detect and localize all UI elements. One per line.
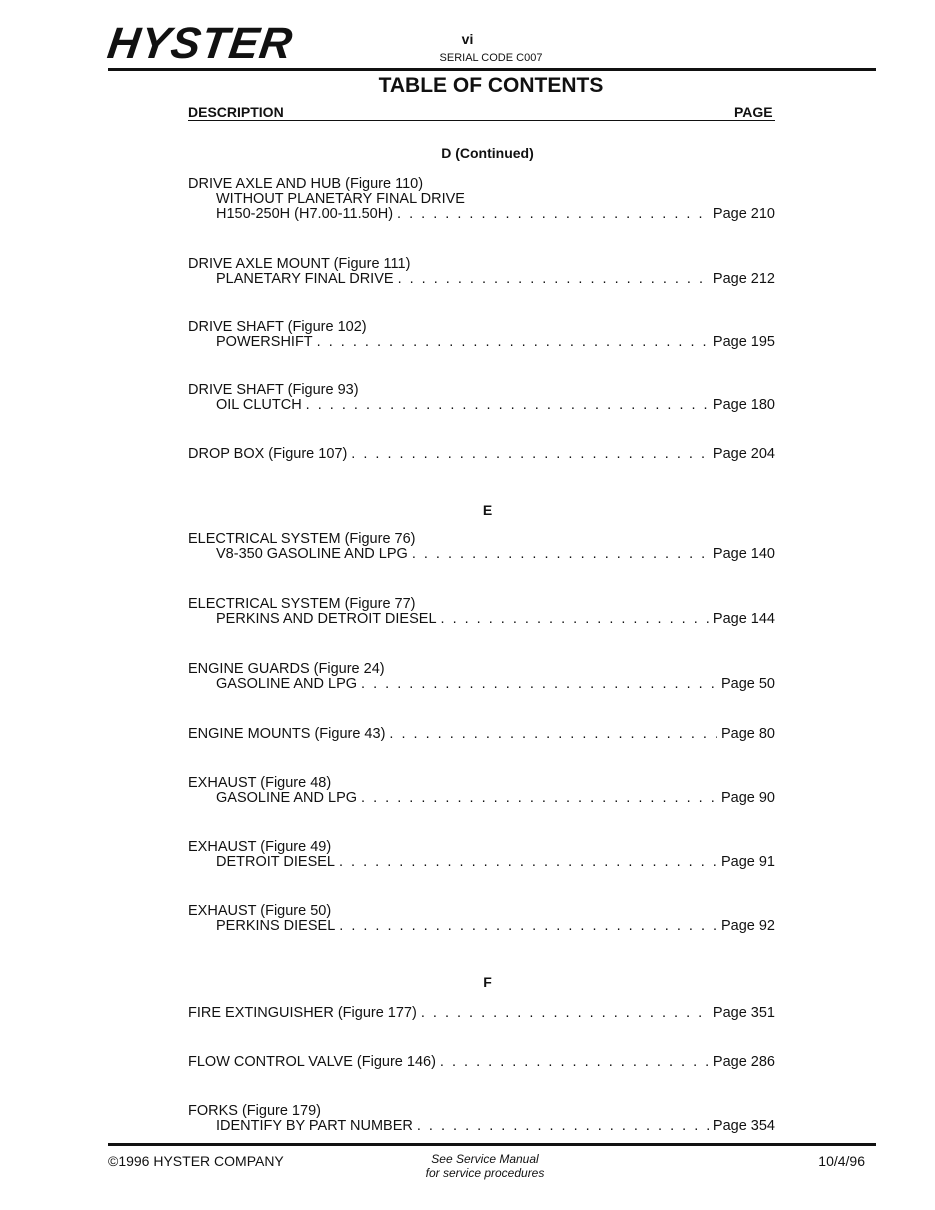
toc-entry[interactable] <box>188 1055 775 1070</box>
entry-subtitle: PLANETARY FINAL DRIVE <box>216 271 394 287</box>
footer-note <box>0 1152 935 1180</box>
entry-subtitle: IDENTIFY BY PART NUMBER <box>216 1118 413 1134</box>
entry-page: Page 80 <box>720 726 775 742</box>
footer-copyright: ©1996 HYSTER COMPANY <box>108 1153 284 1169</box>
hyster-logo: HYSTER <box>104 19 296 68</box>
entry-subtitle: GASOLINE AND LPG <box>216 790 358 806</box>
toc-entry[interactable] <box>188 1006 775 1021</box>
header-rule <box>108 68 876 71</box>
entry-subtitle: POWERSHIFT <box>216 334 313 350</box>
dot-leader <box>389 727 717 742</box>
entry-page: Page 91 <box>720 854 775 870</box>
entry-title: ELECTRICAL SYSTEM (Figure 76) <box>188 531 416 547</box>
toc-entry[interactable] <box>188 904 775 934</box>
toc-entry[interactable] <box>188 177 775 222</box>
entry-title: DRIVE SHAFT (Figure 102) <box>188 319 367 335</box>
toc-entry[interactable] <box>188 320 775 350</box>
entry-page: Page 90 <box>720 790 775 806</box>
dot-leader <box>306 398 709 413</box>
entry-page: Page 204 <box>712 446 775 462</box>
dot-leader <box>441 612 709 627</box>
entry-title: EXHAUST (Figure 50) <box>188 903 332 919</box>
entry-subtitle: OIL CLUTCH <box>216 397 302 413</box>
entry-page: Page 351 <box>712 1005 775 1021</box>
column-header-rule <box>188 120 775 121</box>
dot-leader <box>339 919 717 934</box>
page-number: vi <box>461 31 474 47</box>
entry-title: EXHAUST (Figure 49) <box>188 839 332 855</box>
entry-page: Page 50 <box>720 676 775 692</box>
page-title: TABLE OF CONTENTS <box>378 74 604 97</box>
entry-subtitle: GASOLINE AND LPG <box>216 676 358 692</box>
dot-leader <box>412 547 709 562</box>
toc-entry[interactable] <box>188 840 775 870</box>
column-header-description: DESCRIPTION <box>188 104 284 120</box>
dot-leader <box>421 1006 709 1021</box>
entry-page: Page 180 <box>712 397 775 413</box>
entry-title: FIRE EXTINGUISHER (Figure 177) <box>188 1005 417 1021</box>
entry-subtitle: PERKINS AND DETROIT DIESEL <box>216 611 437 627</box>
dot-leader <box>339 855 717 870</box>
dot-leader <box>397 207 709 222</box>
entry-page: Page 144 <box>712 611 775 627</box>
entry-page: Page 210 <box>712 206 775 222</box>
toc-entry[interactable] <box>188 257 775 287</box>
toc-entry[interactable] <box>188 383 775 413</box>
entry-title: DRIVE AXLE MOUNT (Figure 111) <box>188 256 411 272</box>
entry-page: Page 140 <box>712 546 775 562</box>
toc-entry[interactable] <box>188 1104 775 1134</box>
toc-entry[interactable] <box>188 662 775 692</box>
footer-note-line1: See Service Manual <box>431 1152 539 1166</box>
dot-leader <box>361 677 717 692</box>
entry-title: ENGINE MOUNTS (Figure 43) <box>188 726 386 742</box>
entry-page: Page 286 <box>712 1054 775 1070</box>
footer-date: 10/4/96 <box>818 1153 865 1169</box>
section-heading-e: E <box>482 502 493 518</box>
toc-entry[interactable] <box>188 597 775 627</box>
entry-page: Page 212 <box>712 271 775 287</box>
dot-leader <box>398 272 709 287</box>
footer-rule <box>108 1143 876 1146</box>
entry-title: ELECTRICAL SYSTEM (Figure 77) <box>188 596 416 612</box>
entry-title: EXHAUST (Figure 48) <box>188 775 332 791</box>
entry-title: FLOW CONTROL VALVE (Figure 146) <box>188 1054 436 1070</box>
toc-entry[interactable] <box>188 447 775 462</box>
entry-subtitle: WITHOUT PLANETARY FINAL DRIVE <box>216 191 465 207</box>
section-heading-d: D (Continued) <box>441 145 534 161</box>
column-header-page: PAGE <box>734 104 773 120</box>
toc-entry[interactable] <box>188 776 775 806</box>
dot-leader <box>361 791 717 806</box>
dot-leader <box>417 1119 709 1134</box>
dot-leader <box>317 335 709 350</box>
footer-note-line2: for service procedures <box>425 1166 545 1180</box>
entry-title: FORKS (Figure 179) <box>188 1103 321 1119</box>
entry-title: DRIVE AXLE AND HUB (Figure 110) <box>188 176 424 192</box>
toc-entry[interactable] <box>188 532 775 562</box>
dot-leader <box>440 1055 709 1070</box>
entry-page: Page 92 <box>720 918 775 934</box>
entry-subtitle: H150-250H (H7.00-11.50H) <box>216 206 394 222</box>
toc-entry[interactable] <box>188 727 775 742</box>
entry-page: Page 354 <box>712 1118 775 1134</box>
entry-title: ENGINE GUARDS (Figure 24) <box>188 661 385 677</box>
entry-subtitle: DETROIT DIESEL <box>216 854 335 870</box>
section-heading-f: F <box>483 974 492 990</box>
entry-subtitle: PERKINS DIESEL <box>216 918 336 934</box>
entry-subtitle: V8-350 GASOLINE AND LPG <box>216 546 408 562</box>
serial-code: SERIAL CODE C007 <box>439 52 543 64</box>
dot-leader <box>351 447 709 462</box>
entry-title: DROP BOX (Figure 107) <box>188 446 348 462</box>
entry-title: DRIVE SHAFT (Figure 93) <box>188 382 359 398</box>
entry-page: Page 195 <box>712 334 775 350</box>
